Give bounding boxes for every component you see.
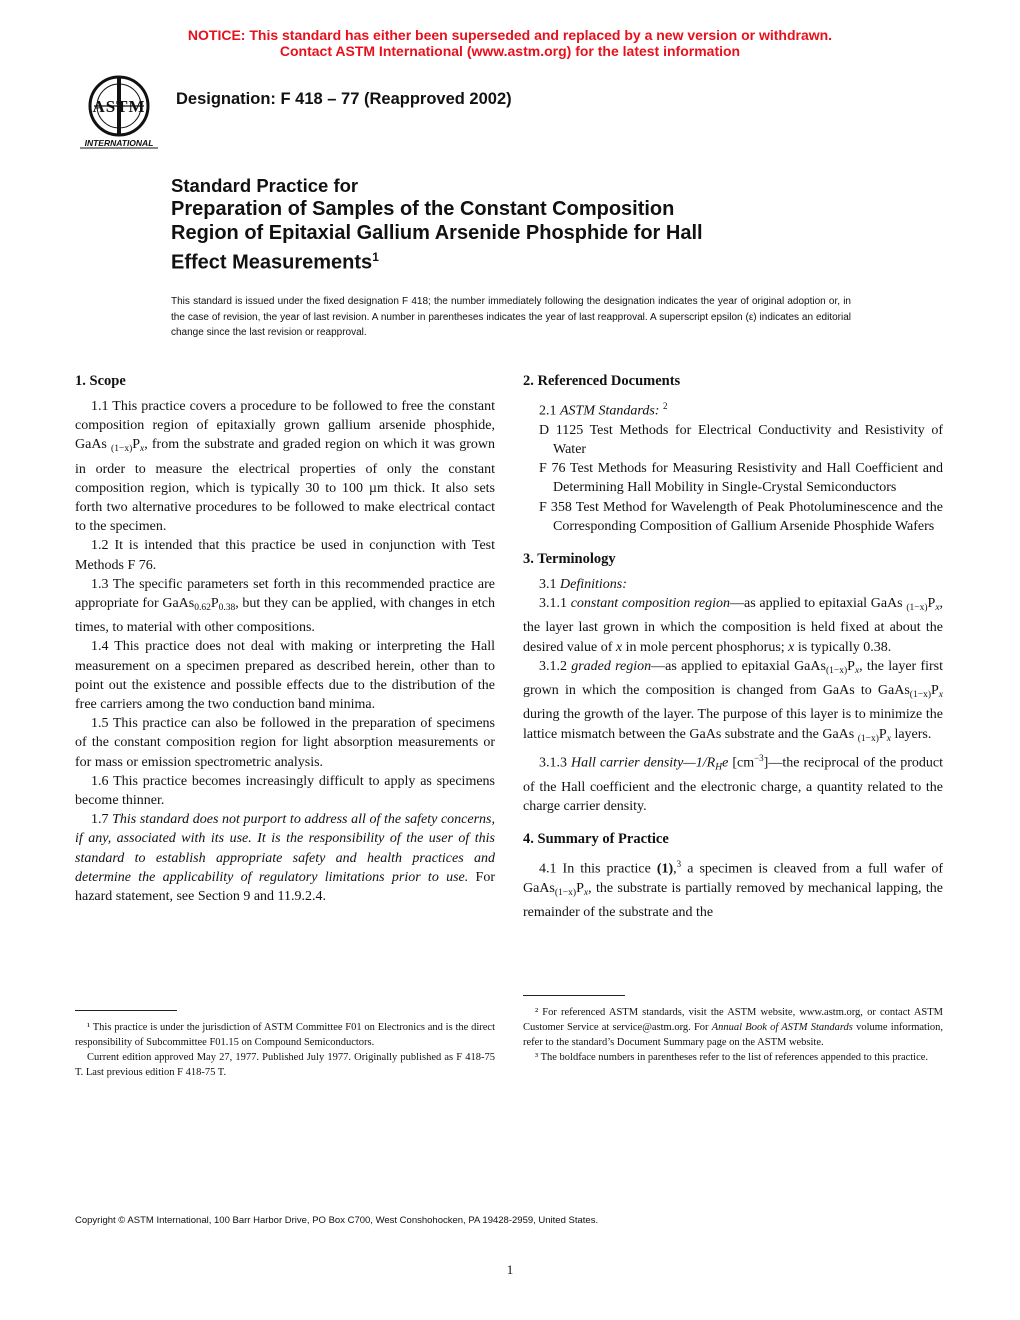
summary-para-1: 4.1 In this practice (1),$^3$ a specimen is cleaved from a full wafer of $GaAs_{(1-x)}P_x$, the substrate is partially removed by mechanical lapping, the remainder of the substrate and the — [523, 858, 944, 921]
title-line-3: Effect Measurements$^1$ — [171, 250, 379, 274]
footnote-1-edition: Current edition approved May 27, 1977. Published July 1977. Originally published as F 418-75 T. Last previous edition F 418-75 T. — [75, 1052, 495, 1078]
designation: Designation: F 418 – 77 (Reapproved 2002) — [176, 90, 512, 108]
reference-item: D 1125 Test Methods for Electrical Conductivity and Resistivity of Water — [539, 422, 943, 458]
issued-note: This standard is issued under the fixed designation F 418; the number immediately following the designation indicates the year of original adoption or, in the case of revision, the year of last revision. A number in parentheses indicates the year of last reapproval. A superscript epsilon (ε) indicates an editorial change since the last revision or reapproval. — [171, 296, 851, 338]
scope-heading: 1. Scope — [75, 373, 126, 389]
scope-para-1: 1.1 This practice covers a procedure to be followed to free the constant composition region of epitaxially grown gallium arsenide phosphide, GaAs $_{(1-x)}P_x$, from the substrate and graded region on which it was grown in order to measure the electrical properties of only the constant composition region, which is typically 30 to 100 µm thick. It also sets forth two alternative procedures to be followed to make electrical contact to the specimen. — [75, 399, 496, 535]
footnote-1: ¹ This practice is under the jurisdiction of ASTM Committee F01 on Electronics and is the direct responsibility of Subcommittee F01.15 on Compound Semiconductors. — [75, 1022, 495, 1048]
scope-para-3: 1.3 The specific parameters set forth in this recommended practice are appropriate for $GaAs_{0.62}P_{0.38}$, but they can be applied, with changes in etch times, to material with other compositions. — [75, 576, 496, 636]
scope-para-4: 1.4 This practice does not deal with making or interpreting the Hall measurement on a specimen prepared as described herein, other than to point out the existence and possible effects due to the distribution of the free carriers among the two conduction band minima. — [75, 639, 495, 713]
footnote-rule-left — [75, 1010, 177, 1011]
title-line-1: Preparation of Samples of the Constant Composition — [171, 198, 675, 220]
summary-heading: 4. Summary of Practice — [523, 830, 669, 847]
term-graded-region: 3.1.2 graded region—as applied to epitaxial $GaAs_{(1-x)}P_x$, the layer first grown in which the composition is changed from GaAs to $GaAs_{(1-x)}P_x$ during the growth of the layer. The purpose of this layer is to minimize the lattice mismatch between the GaAs substrate and the GaAs $_{(1-x)}P_x$ layers. — [523, 658, 943, 744]
footnotes-right — [523, 1005, 943, 1065]
title-line-2: Region of Epitaxial Gallium Arsenide Phosphide for Hall — [171, 222, 703, 244]
astm-logo — [76, 72, 162, 150]
term-hall-carrier-density: 3.1.3 Hall carrier $density—1/R_He$ $[cm^{-3}]—the$ reciprocal of the product of the Hall coefficient and the electronic charge, a quantity related to the charge carrier density. — [523, 752, 944, 814]
references-heading: 2. Referenced Documents — [523, 373, 681, 389]
footnote-2: ² For referenced ASTM standards, visit the ASTM website, www.astm.org, or contact ASTM Customer Service at service@astm.org. For Annual Book of ASTM Standards volume information, refer to the standard’s Document Summary page on the ASTM website. — [523, 1007, 943, 1048]
term-constant-composition: 3.1.1 constant composition region—as applied to epitaxial GaAs $_{(1-x)}P_x$, the layer last grown in which the composition is held fixed at about the desired value of x in mole percent phosphorus; x is typically 0.38. — [523, 596, 944, 655]
notice-line-1: NOTICE: This standard has either been superseded and replaced by a new version or withdrawn. — [187, 27, 833, 43]
logo-subtext: INTERNATIONAL — [84, 138, 154, 148]
reference-item: F 76 Test Methods for Measuring Resistivity and Hall Coefficient and Determining Hall Mobility in Single-Crystal Semiconductors — [539, 461, 943, 496]
title-footnote-mark: 1 — [372, 250, 379, 264]
title-pre: Standard Practice for — [171, 175, 359, 196]
document-title — [171, 175, 871, 275]
references-intro: 2.1 ASTM Standards: $^2$ — [539, 401, 668, 419]
scope-para-5: 1.5 This practice can also be followed in the preparation of specimens of the constant composition region for light absorption measurements or for mass or emission spectrometric analysis. — [75, 716, 495, 770]
footnote-3: ³ The boldface numbers in parentheses refer to the list of references appended to this practice. — [535, 1052, 929, 1063]
logo-text: ASTM — [92, 97, 146, 116]
terminology-heading: 3. Terminology — [523, 551, 616, 568]
notice-line-2: Contact ASTM International (www.astm.org) for the latest information — [279, 43, 741, 59]
footnotes-left — [75, 1020, 495, 1080]
notice-banner — [0, 27, 1020, 59]
scope-para-7: 1.7 This standard does not purport to address all of the safety concerns, if any, associated with its use. It is the responsibility of the user of this standard to establish appropriate safety and health practices and determine the applicability of regulatory limitations prior to use. For hazard statement, see Section 9 and 11.9.2.4. — [75, 812, 496, 905]
right-column — [523, 372, 943, 922]
definitions-intro: 3.1 Definitions: — [539, 577, 627, 593]
footnote-rule-right — [523, 995, 625, 996]
reference-item: F 358 Test Method for Wavelength of Peak Photoluminescence and the Corresponding Composition of Gallium Arsenide Phosphide Wafers — [539, 499, 943, 534]
page-number: 1 — [506, 1262, 514, 1277]
copyright: Copyright © ASTM International, 100 Barr Harbor Drive, PO Box C700, West Conshohocken, PA 19428-2959, United States. — [75, 1215, 599, 1226]
scope-para-2: 1.2 It is intended that this practice be used in conjunction with Test Methods F 76. — [75, 538, 495, 573]
scope-para-6: 1.6 This practice becomes increasingly difficult to apply as specimens become thinner. — [75, 773, 495, 809]
left-column — [75, 372, 495, 906]
